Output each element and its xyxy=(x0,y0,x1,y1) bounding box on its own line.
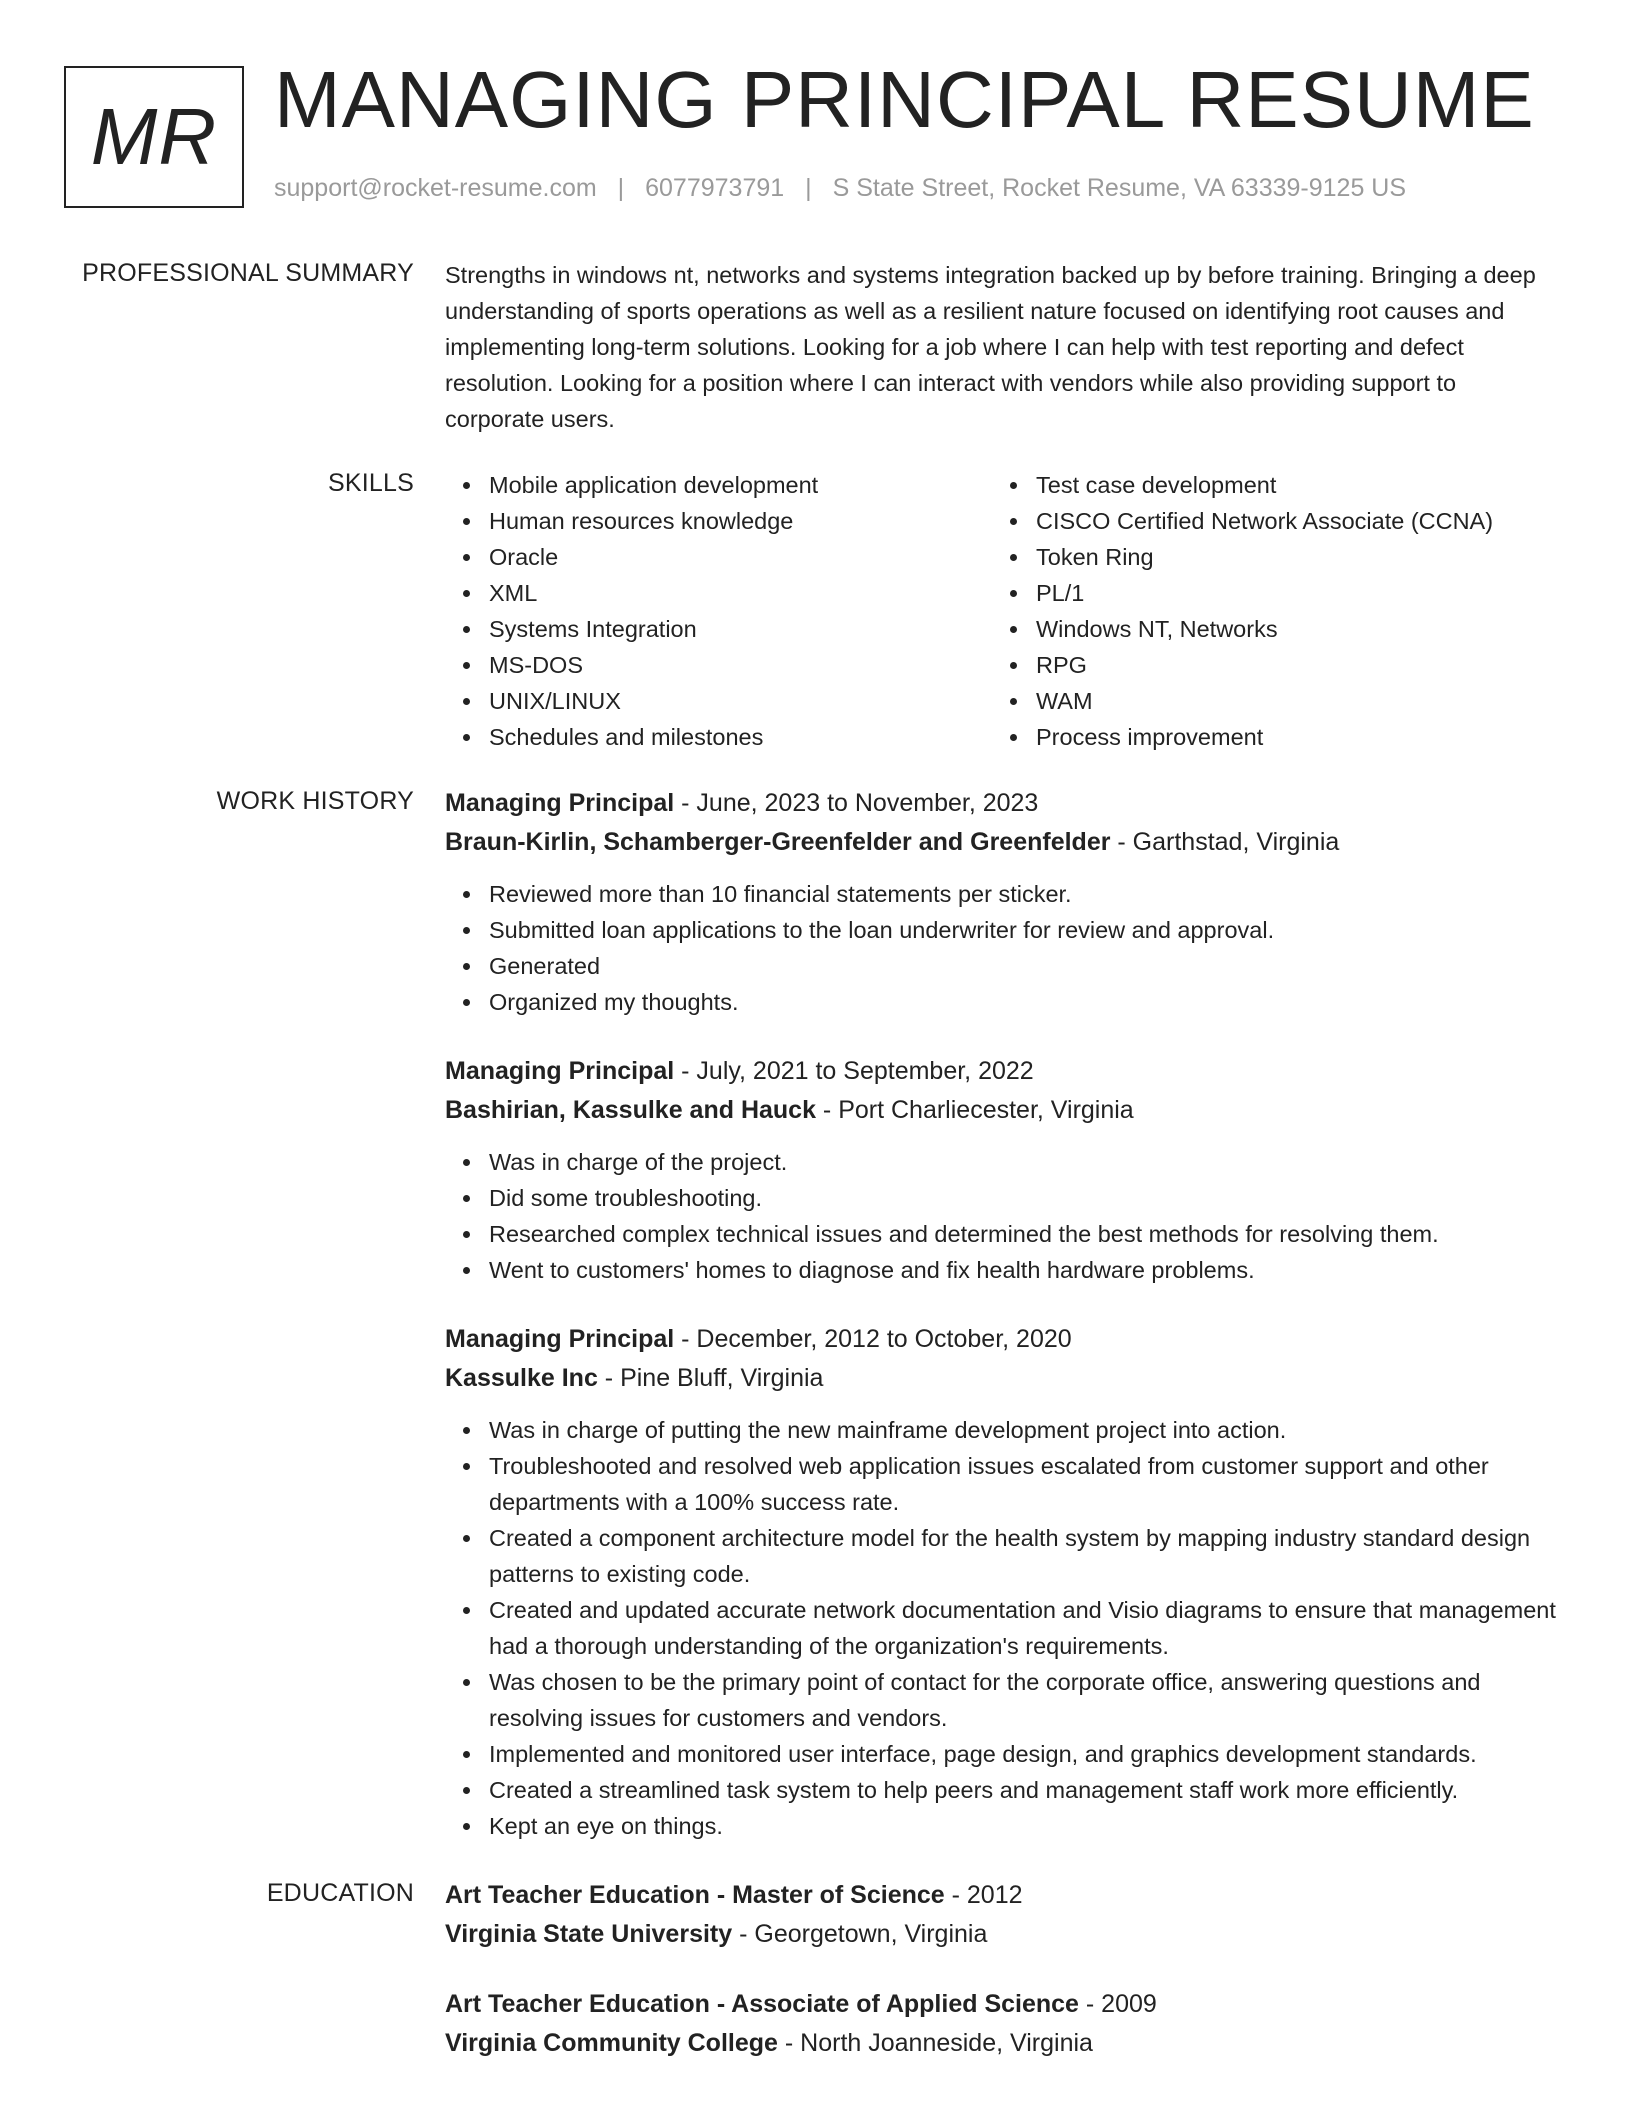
education-entry xyxy=(445,1876,1560,1954)
job-bullets xyxy=(445,1144,1560,1288)
education-degree: Art Teacher Education - Master of Science xyxy=(445,1881,945,1909)
job-entry xyxy=(445,1052,1560,1288)
job-entry xyxy=(445,1320,1560,1844)
job-bullet: Researched complex technical issues and determined the best methods for resolving them. xyxy=(445,1216,1560,1252)
skill-item: Process improvement xyxy=(992,719,1539,755)
job-title: Managing Principal xyxy=(445,1325,675,1353)
job-title: Managing Principal xyxy=(445,1057,675,1085)
education-school-line xyxy=(445,2024,1560,2063)
job-bullet: Was chosen to be the primary point of contact for the corporate office, answering questions and resolving issues for customers and vendors. xyxy=(445,1664,1560,1736)
skill-item: UNIX/LINUX xyxy=(445,683,992,719)
work-history-heading: WORK HISTORY xyxy=(216,787,414,815)
job-dates: - December, 2012 to October, 2020 xyxy=(674,1325,1072,1353)
job-bullet: Submitted loan applications to the loan underwriter for review and approval. xyxy=(445,912,1560,948)
job-title-line xyxy=(445,1052,1560,1091)
education-school: Virginia Community College xyxy=(445,2029,778,2057)
skill-item: MS-DOS xyxy=(445,647,992,683)
job-bullet: Created a streamlined task system to help peers and management staff work more efficiently. xyxy=(445,1772,1560,1808)
skills-list-left xyxy=(445,467,992,755)
skill-item: Mobile application development xyxy=(445,467,992,503)
job-bullet: Did some troubleshooting. xyxy=(445,1180,1560,1216)
job-company: Kassulke Inc xyxy=(445,1364,598,1392)
job-title: Managing Principal xyxy=(445,789,675,817)
education-year: - 2009 xyxy=(1078,1990,1157,2018)
job-company: Braun-Kirlin, Schamberger-Greenfelder and Greenfelder xyxy=(445,828,1111,856)
job-dates: - July, 2021 to September, 2022 xyxy=(674,1057,1034,1085)
job-bullet: Created a component architecture model for the health system by mapping industry standard design patterns to existing code. xyxy=(445,1520,1560,1592)
skill-item: Human resources knowledge xyxy=(445,503,992,539)
contact-separator: | xyxy=(617,174,625,202)
job-location: - Port Charliecester, Virginia xyxy=(815,1096,1134,1124)
skill-item: Token Ring xyxy=(992,539,1539,575)
job-bullet: Generated xyxy=(445,948,1560,984)
resume-title: MANAGING PRINCIPAL RESUME xyxy=(274,55,1535,144)
job-company-line xyxy=(445,823,1560,862)
education-heading: EDUCATION xyxy=(266,1879,414,1907)
skill-item: Windows NT, Networks xyxy=(992,611,1539,647)
skills-list-right xyxy=(992,467,1539,755)
contact-address: S State Street, Rocket Resume, VA 63339-9125 US xyxy=(832,174,1407,202)
job-bullets xyxy=(445,876,1560,1020)
job-company: Bashirian, Kassulke and Hauck xyxy=(445,1096,816,1124)
skill-item: Systems Integration xyxy=(445,611,992,647)
education-degree-line xyxy=(445,1985,1560,2024)
job-location: - Garthstad, Virginia xyxy=(1110,828,1340,856)
job-bullet: Created and updated accurate network documentation and Visio diagrams to ensure that management had a thorough understanding of the organization's requirements. xyxy=(445,1592,1560,1664)
education-school: Virginia State University xyxy=(445,1920,733,1948)
skills-heading: SKILLS xyxy=(328,469,414,497)
job-bullet: Troubleshooted and resolved web application issues escalated from customer support and other departments with a 100% success rate. xyxy=(445,1448,1560,1520)
contact-separator: | xyxy=(805,174,812,202)
education-location: - North Joanneside, Virginia xyxy=(777,2029,1093,2057)
job-bullets xyxy=(445,1412,1560,1844)
job-bullet: Implemented and monitored user interface, page design, and graphics development standards. xyxy=(445,1736,1560,1772)
education-entry xyxy=(445,1985,1560,2063)
job-title-line xyxy=(445,784,1560,823)
skill-item: CISCO Certified Network Associate (CCNA) xyxy=(992,503,1539,539)
skill-item: Schedules and milestones xyxy=(445,719,992,755)
contact-phone[interactable]: 6077973791 xyxy=(645,174,785,202)
job-bullet: Kept an eye on things. xyxy=(445,1808,1560,1844)
job-entry xyxy=(445,784,1560,1020)
job-bullet: Went to customers' homes to diagnose and fix health hardware problems. xyxy=(445,1252,1560,1288)
job-bullet: Reviewed more than 10 financial statements per sticker. xyxy=(445,876,1560,912)
monogram-box xyxy=(64,66,244,208)
job-dates: - June, 2023 to November, 2023 xyxy=(674,789,1039,817)
job-bullet: Was in charge of putting the new mainframe development project into action. xyxy=(445,1412,1560,1448)
skill-item: RPG xyxy=(992,647,1539,683)
contact-line xyxy=(274,174,1406,203)
job-location: - Pine Bluff, Virginia xyxy=(597,1364,824,1392)
summary-text: Strengths in windows nt, networks and systems integration backed up by before training. Bringing a deep understanding of sports operations as well as a resilient nature focused on identifying root causes and implementing long-term solutions. Looking for a job where I can help with test reporting and defect resolution. Looking for a position where I can interact with vendors while also providing support to corporate users. xyxy=(445,262,1536,432)
education-degree: Art Teacher Education - Associate of Applied Science xyxy=(445,1990,1079,2018)
skills-columns xyxy=(445,467,1560,755)
job-title-line xyxy=(445,1320,1560,1359)
job-company-line xyxy=(445,1091,1560,1130)
skill-item: XML xyxy=(445,575,992,611)
job-company-line xyxy=(445,1359,1560,1398)
job-bullet: Organized my thoughts. xyxy=(445,984,1560,1020)
skill-item: WAM xyxy=(992,683,1539,719)
education-year: - 2012 xyxy=(944,1881,1023,1909)
education-location: - Georgetown, Virginia xyxy=(732,1920,988,1948)
skill-item: Test case development xyxy=(992,467,1539,503)
education-school-line xyxy=(445,1915,1560,1954)
job-bullet: Was in charge of the project. xyxy=(445,1144,1560,1180)
monogram: MR xyxy=(90,92,218,181)
contact-email[interactable]: support@rocket-resume.com xyxy=(274,174,597,202)
summary-heading: PROFESSIONAL SUMMARY xyxy=(82,259,414,287)
education-degree-line xyxy=(445,1876,1560,1915)
skill-item: PL/1 xyxy=(992,575,1539,611)
skill-item: Oracle xyxy=(445,539,992,575)
